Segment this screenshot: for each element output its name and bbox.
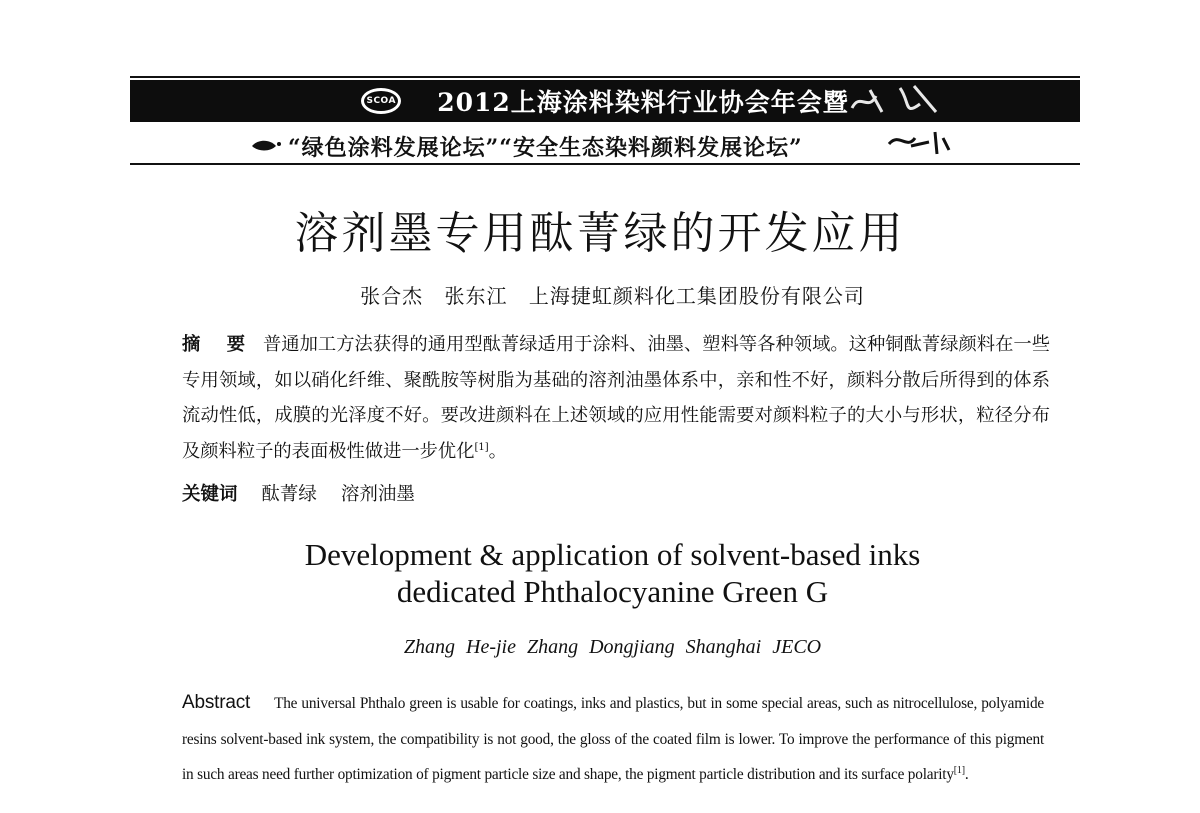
handwriting-mark-icon bbox=[840, 82, 950, 120]
banner-title: 2012上海涂料染料行业协会年会暨 bbox=[437, 88, 849, 117]
keywords-cn bbox=[182, 480, 433, 506]
header-bottom-rule bbox=[130, 163, 1080, 165]
authors-cn: 张合杰 张东江 上海捷虹颜料化工集团股份有限公司 bbox=[360, 284, 865, 308]
signature-mark-icon bbox=[885, 128, 955, 158]
authors-en: Zhang He-jie Zhang Dongjiang Shanghai JECO bbox=[403, 636, 822, 658]
keywords-label: 关键词 bbox=[182, 484, 238, 505]
abstract-en bbox=[182, 685, 1044, 793]
abstract-en-end: . bbox=[964, 766, 969, 783]
abstract-cn bbox=[182, 327, 1050, 469]
reference-marker: [1] bbox=[953, 764, 965, 776]
paper-title-en bbox=[0, 536, 1200, 610]
forum-title: “绿色涂料发展论坛”“安全生态染料颜料发展论坛” bbox=[288, 134, 803, 161]
forum-title-row bbox=[250, 129, 950, 163]
abstract-cn-text: 普通加工方法获得的通用型酞菁绿适用于涂料、油墨、塑料等各种领域。这种铜酞菁绿颜料在一些专用领域，如以硝化纤维、聚酰胺等树脂为基础的溶剂油墨体系中，亲和性不好，颜料分散后所得到的体系流动性低，成膜的光泽度不好。要改进颜料在上述领域的应用性能需要对颜料粒子的大小与形状，粒径分布及颜料粒子的表面极性做进一步优化 bbox=[182, 334, 1050, 462]
abstract-en-label: Abstract bbox=[182, 692, 251, 713]
reference-marker: [1] bbox=[474, 441, 489, 453]
scoa-logo: SCOA bbox=[361, 88, 401, 114]
conference-banner bbox=[130, 80, 1080, 122]
abstract-cn-label: 摘 要 bbox=[182, 334, 255, 355]
keyword-item: 溶剂油墨 bbox=[340, 484, 415, 505]
paper-title-en-line2: dedicated Phthalocyanine Green G bbox=[396, 574, 829, 609]
paper-title-en-line1: Development & application of solvent-based inks bbox=[304, 537, 921, 572]
abstract-en-paragraph bbox=[182, 685, 1044, 793]
keyword-item: 酞菁绿 bbox=[261, 484, 317, 505]
paper-title-cn: 溶剂墨专用酞菁绿的开发应用 bbox=[294, 208, 906, 259]
header-top-rule bbox=[130, 76, 1080, 78]
abstract-cn-end: 。 bbox=[488, 440, 507, 462]
abstract-cn-paragraph bbox=[182, 327, 1050, 469]
bullet-leaf-icon bbox=[250, 139, 282, 153]
abstract-en-text: The universal Phthalo green is usable for coatings, inks and plastics, but in some special areas, such as nitrocellulose, polyamide resins solvent-based ink system, the compatibility is not good, the gloss of the coated film is lower. To improve the performance of this pigment in such areas need further optimization of pigment particle size and shape, the pigment particle distribution and its surface polarity bbox=[182, 695, 1044, 783]
